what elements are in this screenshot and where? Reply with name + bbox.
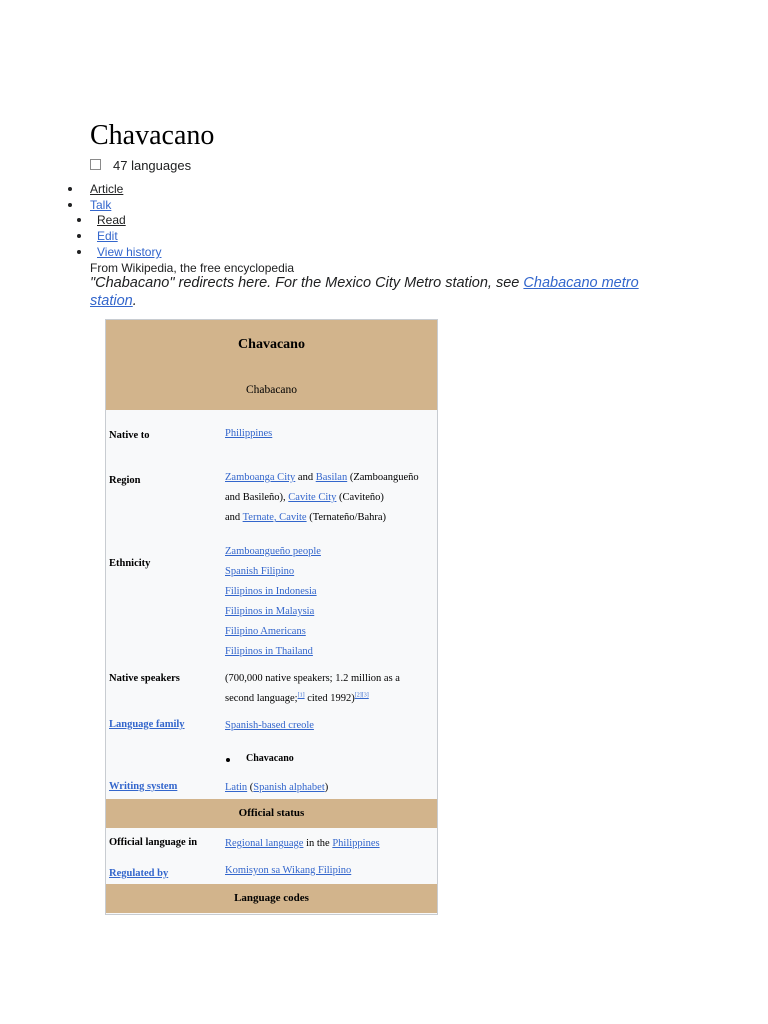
writing-system-label[interactable]: Writing system: [109, 781, 178, 792]
native-to-link[interactable]: Philippines: [225, 428, 273, 439]
official-language-label: Official language in: [109, 837, 198, 848]
official-language-value: [225, 834, 437, 854]
tab-view-history-link[interactable]: View history: [97, 245, 162, 259]
hatnote-text: "Chabacano" redirects here. For the Mexico City Metro station, see: [90, 275, 524, 291]
page-title: Chavacano: [90, 120, 215, 151]
tab-edit[interactable]: [97, 228, 161, 244]
tab-read-link[interactable]: Read: [97, 213, 126, 227]
region-text: (Zamboangueño: [347, 472, 419, 483]
tab-talk-link[interactable]: Talk: [90, 198, 112, 212]
region-link-zamboanga[interactable]: Zamboanga City: [225, 472, 296, 483]
writing-text: (: [247, 782, 254, 793]
infobox: [105, 319, 438, 915]
ethnicity-link[interactable]: Spanish Filipino: [225, 566, 295, 577]
regulator-link[interactable]: Komisyon sa Wikang Filipino: [225, 865, 352, 876]
native-speakers-line: (700,000 native speakers; 1.2 million as a: [225, 673, 400, 684]
tab-view-history[interactable]: [97, 244, 161, 260]
languages-label[interactable]: 47 languages: [113, 158, 192, 173]
language-checkbox-icon[interactable]: [90, 159, 101, 170]
official-status-header: Official status: [106, 799, 437, 828]
philippines-link[interactable]: Philippines: [332, 838, 380, 849]
family-subitem: Chavacano: [246, 753, 294, 764]
ethnicity-label: Ethnicity: [109, 558, 151, 569]
ethnicity-link[interactable]: Filipinos in Malaysia: [225, 606, 315, 617]
infobox-title: Chavacano: [238, 337, 305, 352]
ethnicity-link[interactable]: Filipino Americans: [225, 626, 306, 637]
infobox-subtitle: Chabacano: [245, 384, 298, 396]
region-link-ternate[interactable]: Ternate, Cavite: [242, 512, 307, 523]
tab-read[interactable]: [97, 212, 161, 228]
region-text: and Basileño),: [225, 492, 289, 503]
tab-edit-link[interactable]: Edit: [97, 229, 118, 243]
regulated-by-label[interactable]: Regulated by: [109, 868, 169, 879]
language-family-link[interactable]: Spanish-based creole: [225, 720, 314, 731]
region-text: and: [295, 472, 316, 483]
native-to-label: Native to: [109, 430, 150, 441]
writing-link-spanish-alphabet[interactable]: Spanish alphabet: [253, 782, 325, 793]
ref-link[interactable]: [2][3]: [354, 692, 369, 699]
language-codes-header: Language codes: [106, 884, 437, 913]
region-link-basilan[interactable]: Basilan: [315, 472, 348, 483]
tab-talk[interactable]: [90, 197, 123, 213]
region-text: (Ternateño/Bahra): [306, 512, 387, 523]
ethnicity-value: [225, 542, 437, 662]
ref-link[interactable]: [1]: [297, 692, 305, 699]
hatnote: [90, 274, 680, 310]
regional-language-link[interactable]: Regional language: [225, 838, 304, 849]
region-text: (Caviteño): [336, 492, 384, 503]
ethnicity-link[interactable]: Zamboangueño people: [225, 546, 321, 557]
region-text: and: [225, 512, 243, 523]
language-family-value: [225, 716, 437, 736]
hatnote-end: .: [132, 293, 137, 309]
infobox-header: [106, 320, 437, 410]
tab-article[interactable]: [90, 181, 123, 197]
native-speakers-line: second language;: [225, 693, 298, 704]
view-tabs: [97, 212, 161, 260]
writing-text: ): [324, 782, 329, 793]
region-label: Region: [109, 475, 141, 486]
ethnicity-link[interactable]: Filipinos in Thailand: [225, 646, 313, 657]
regulated-by-value: [225, 861, 437, 881]
official-text: in the: [303, 838, 333, 849]
writing-link-latin[interactable]: Latin: [225, 782, 248, 793]
language-selector[interactable]: [90, 158, 191, 173]
tab-article-link[interactable]: Article: [90, 182, 124, 196]
native-speakers-line: cited 1992): [304, 693, 355, 704]
language-family-label[interactable]: Language family: [109, 719, 185, 730]
region-value: [225, 468, 437, 528]
native-speakers-value: [225, 669, 437, 709]
writing-system-value: [225, 778, 437, 798]
namespace-tabs: [90, 181, 123, 213]
native-to-value: [225, 424, 437, 444]
native-speakers-label: Native speakers: [109, 673, 180, 684]
hatnote-link[interactable]: Chabacano metro station: [90, 275, 639, 309]
site-tagline: From Wikipedia, the free encyclopedia: [90, 261, 295, 275]
region-link-cavite[interactable]: Cavite City: [288, 492, 337, 503]
ethnicity-link[interactable]: Filipinos in Indonesia: [225, 586, 317, 597]
